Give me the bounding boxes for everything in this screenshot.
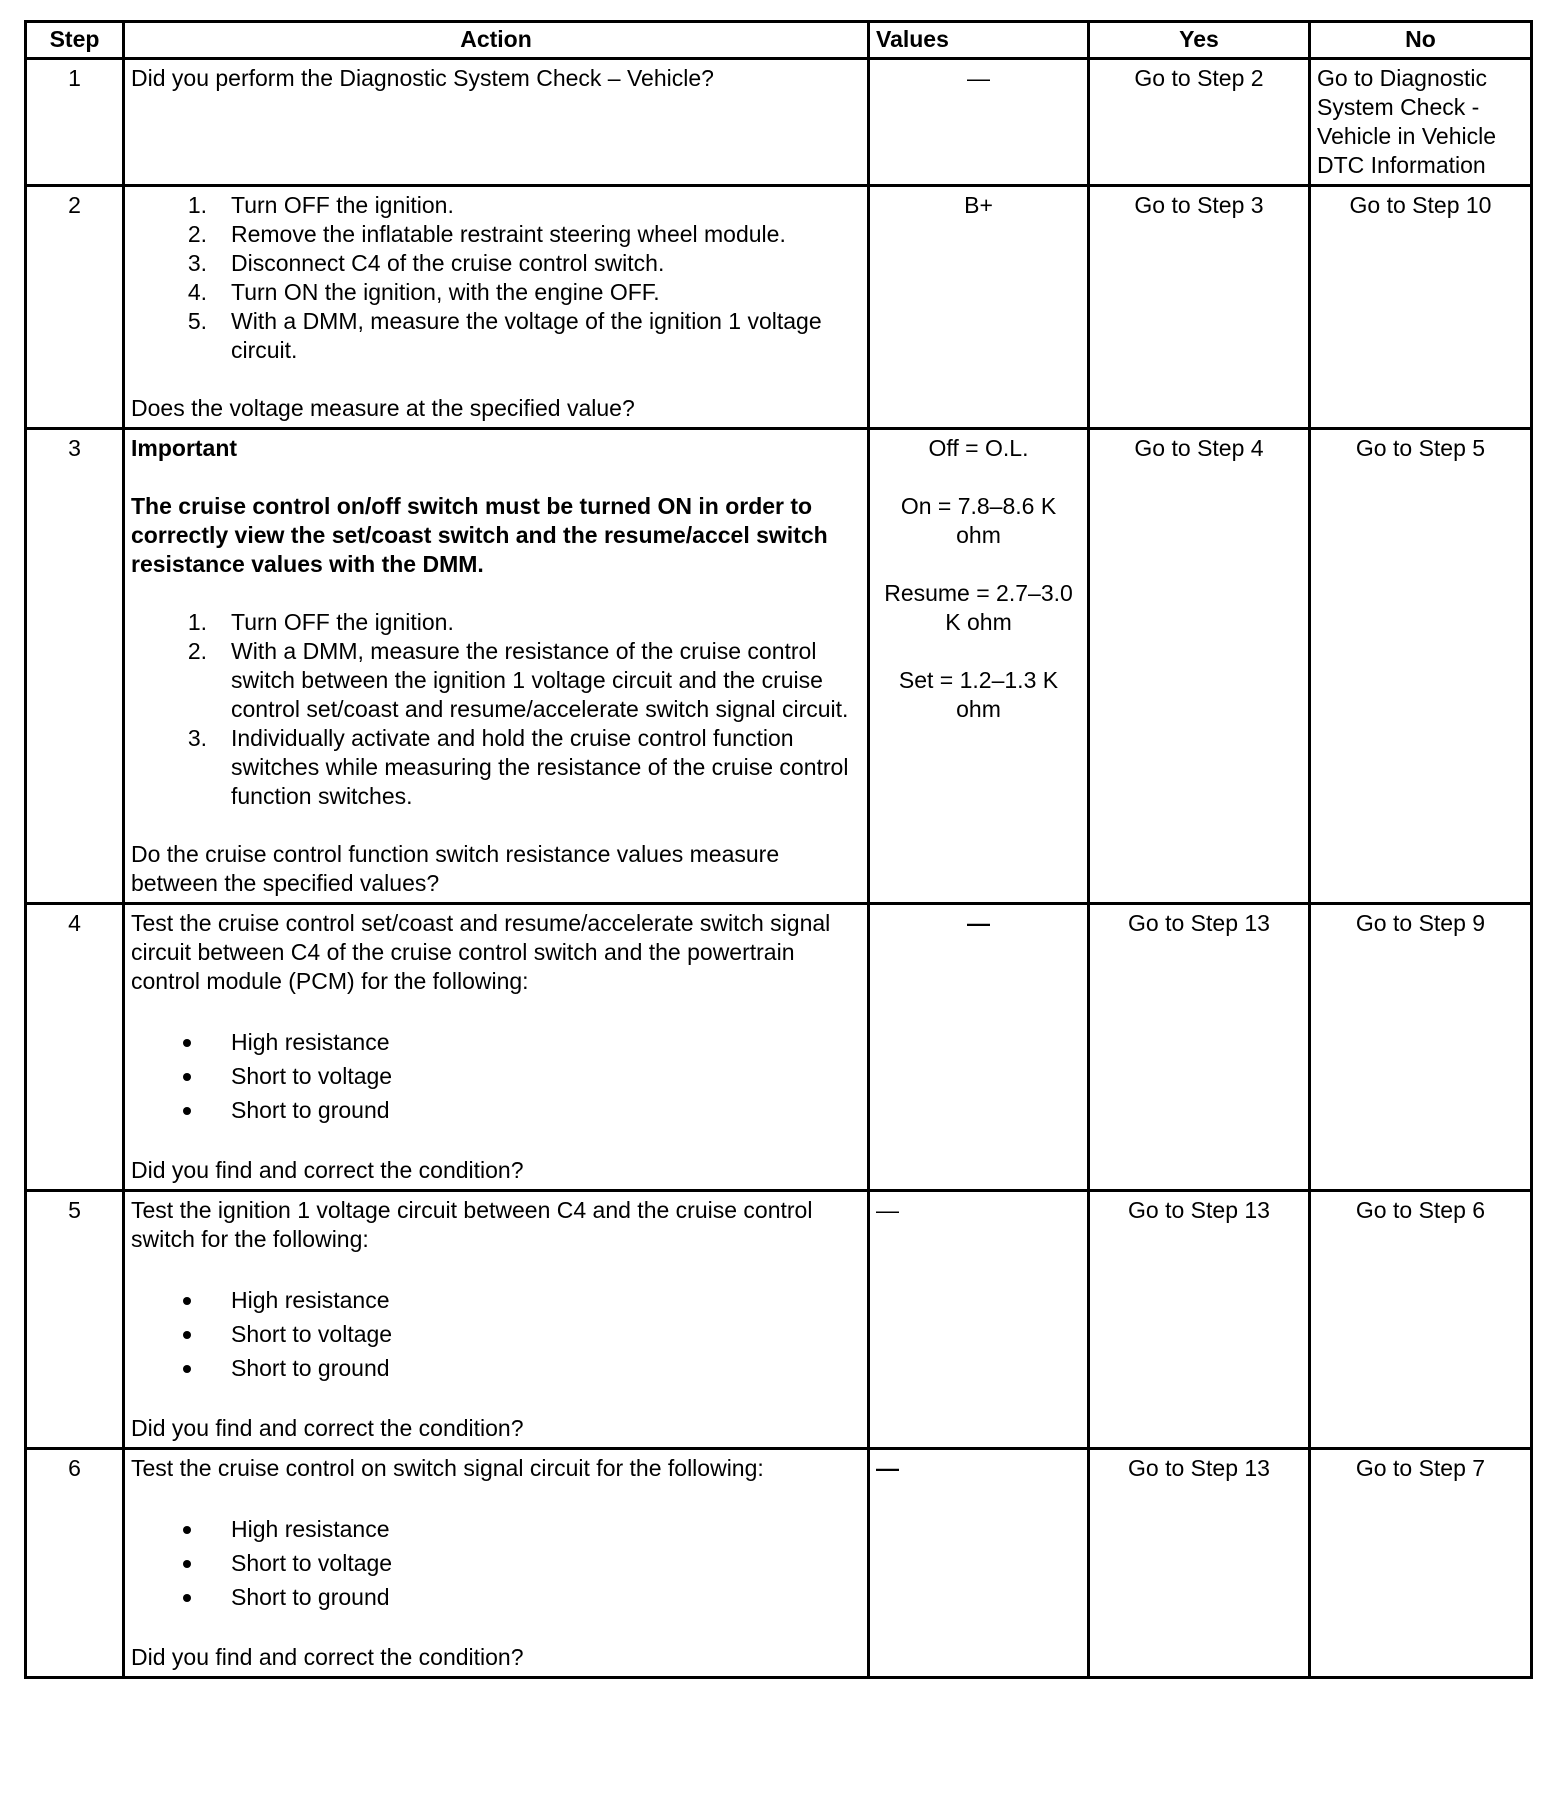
step-number: 4 [26, 904, 124, 1191]
table-row [26, 1449, 1532, 1678]
bullet-icon [183, 1297, 191, 1305]
step-text: Individually activate and hold the cruise control function switches while measuring the resistance of the cruise control function switches. [231, 725, 849, 809]
step-text: Disconnect C4 of the cruise control switch. [231, 250, 665, 276]
list-item [131, 249, 861, 278]
step-index: 1. [187, 609, 207, 635]
question-text: Did you find and correct the condition? [131, 1415, 524, 1441]
bullet-icon [183, 1039, 191, 1047]
action-text: Test the cruise control on switch signal circuit for the following: [131, 1455, 764, 1481]
list-item [131, 278, 861, 307]
no-text-line: System Check - [1317, 94, 1480, 120]
action-cell [124, 904, 869, 1191]
bullet-list [131, 1283, 861, 1385]
table-row [26, 59, 1532, 186]
bullet-icon [183, 1560, 191, 1568]
step-index: 4. [187, 279, 207, 305]
value-set: Set = 1.2–1.3 K [898, 667, 1059, 693]
action-cell [124, 186, 869, 429]
bullet-icon [183, 1073, 191, 1081]
list-item [131, 1093, 861, 1127]
bullet-text: High resistance [231, 1516, 390, 1542]
bullet-text: Short to ground [231, 1097, 390, 1123]
step-number: 6 [26, 1449, 124, 1678]
list-item [131, 220, 861, 249]
step-index: 5. [187, 308, 207, 334]
header-action: Action [124, 22, 869, 59]
action-cell [124, 1191, 869, 1449]
step-text: Turn ON the ignition, with the engine OFF. [231, 279, 660, 305]
bullet-icon [183, 1107, 191, 1115]
table-row [26, 186, 1532, 429]
action-text: Test the cruise control set/coast and resume/accelerate switch signal circuit between C4 of the cruise control switch and the powertrain control module (PCM) for the following: [131, 910, 831, 994]
step-number: 3 [26, 429, 124, 904]
step-number: 2 [26, 186, 124, 429]
step-number: 5 [26, 1191, 124, 1449]
bullet-text: Short to voltage [231, 1063, 393, 1089]
bullet-list [131, 1025, 861, 1127]
bullet-text: High resistance [231, 1029, 390, 1055]
header-no: No [1310, 22, 1532, 59]
no-text-line: Go to Diagnostic [1317, 65, 1488, 91]
step-number: 1 [26, 59, 124, 186]
value-resume-unit: K ohm [945, 609, 1012, 635]
header-values: Values [869, 22, 1089, 59]
value-on-unit: ohm [956, 522, 1001, 548]
list-item [131, 1351, 861, 1385]
list-item [131, 1059, 861, 1093]
no-cell [1310, 59, 1532, 186]
list-item [131, 637, 861, 724]
list-item [131, 1580, 861, 1614]
step-text: Turn OFF the ignition. [231, 192, 454, 218]
question-text: Does the voltage measure at the specified value? [131, 395, 635, 421]
header-yes: Yes [1089, 22, 1310, 59]
no-cell: Go to Step 7 [1310, 1449, 1532, 1678]
bullet-text: Short to voltage [231, 1550, 393, 1576]
values-cell: B+ [869, 186, 1089, 429]
step-index: 3. [187, 250, 207, 276]
header-step: Step [26, 22, 124, 59]
list-item [131, 307, 861, 365]
no-cell: Go to Step 10 [1310, 186, 1532, 429]
no-cell: Go to Step 6 [1310, 1191, 1532, 1449]
list-item [131, 724, 861, 811]
diagnostic-table [24, 20, 1533, 1679]
table-row [26, 1191, 1532, 1449]
yes-cell: Go to Step 13 [1089, 1449, 1310, 1678]
step-index: 3. [187, 725, 207, 751]
values-cell: — [869, 1449, 1089, 1678]
action-cell [124, 429, 869, 904]
important-label: Important [131, 435, 238, 461]
question-text: Did you find and correct the condition? [131, 1644, 524, 1670]
action-text: Did you perform the Diagnostic System Check – Vehicle? [131, 65, 714, 91]
list-item [131, 608, 861, 637]
header-row [26, 22, 1532, 59]
bullet-icon [183, 1365, 191, 1373]
bullet-icon [183, 1331, 191, 1339]
action-cell [124, 59, 869, 186]
table-row [26, 904, 1532, 1191]
bullet-icon [183, 1594, 191, 1602]
yes-cell: Go to Step 4 [1089, 429, 1310, 904]
no-cell: Go to Step 5 [1310, 429, 1532, 904]
bullet-icon [183, 1526, 191, 1534]
table-row [26, 429, 1532, 904]
bullet-text: Short to ground [231, 1584, 390, 1610]
no-text-line: DTC Information [1317, 152, 1486, 178]
question-text: Do the cruise control function switch resistance values measure between the specified values? [131, 841, 780, 896]
step-text: Remove the inflatable restraint steering wheel module. [231, 221, 786, 247]
step-index: 2. [187, 638, 207, 664]
question-text: Did you find and correct the condition? [131, 1157, 524, 1183]
list-item [131, 1025, 861, 1059]
no-text-line: Vehicle in Vehicle [1317, 123, 1497, 149]
step-text: Turn OFF the ignition. [231, 609, 454, 635]
step-text: With a DMM, measure the voltage of the ignition 1 voltage circuit. [231, 308, 822, 363]
values-cell: — [869, 1191, 1089, 1449]
list-item [131, 1317, 861, 1351]
important-note: The cruise control on/off switch must be turned ON in order to correctly view the set/coast switch and the resume/accel switch resistance values with the DMM. [131, 493, 828, 577]
yes-cell: Go to Step 13 [1089, 1191, 1310, 1449]
bullet-text: High resistance [231, 1287, 390, 1313]
bullet-list [131, 1512, 861, 1614]
values-cell: — [869, 904, 1089, 1191]
list-item [131, 1512, 861, 1546]
yes-cell: Go to Step 2 [1089, 59, 1310, 186]
bullet-text: Short to ground [231, 1355, 390, 1381]
values-cell: — [869, 59, 1089, 186]
numbered-steps [131, 608, 861, 811]
bullet-text: Short to voltage [231, 1321, 393, 1347]
value-on: On = 7.8–8.6 K [900, 493, 1057, 519]
list-item [131, 191, 861, 220]
step-text: With a DMM, measure the resistance of the cruise control switch between the ignition 1 voltage circuit and the cruise control set/coast and resume/accelerate switch signal circuit. [231, 638, 849, 722]
value-resume: Resume = 2.7–3.0 [884, 580, 1073, 606]
action-text: Test the ignition 1 voltage circuit between C4 and the cruise control switch for the following: [131, 1197, 813, 1252]
no-cell: Go to Step 9 [1310, 904, 1532, 1191]
list-item [131, 1283, 861, 1317]
action-cell [124, 1449, 869, 1678]
yes-cell: Go to Step 13 [1089, 904, 1310, 1191]
step-index: 1. [187, 192, 207, 218]
yes-cell: Go to Step 3 [1089, 186, 1310, 429]
list-item [131, 1546, 861, 1580]
step-index: 2. [187, 221, 207, 247]
value-set-unit: ohm [956, 696, 1001, 722]
values-cell [869, 429, 1089, 904]
value-off: Off = O.L. [928, 435, 1029, 461]
numbered-steps [131, 191, 861, 365]
